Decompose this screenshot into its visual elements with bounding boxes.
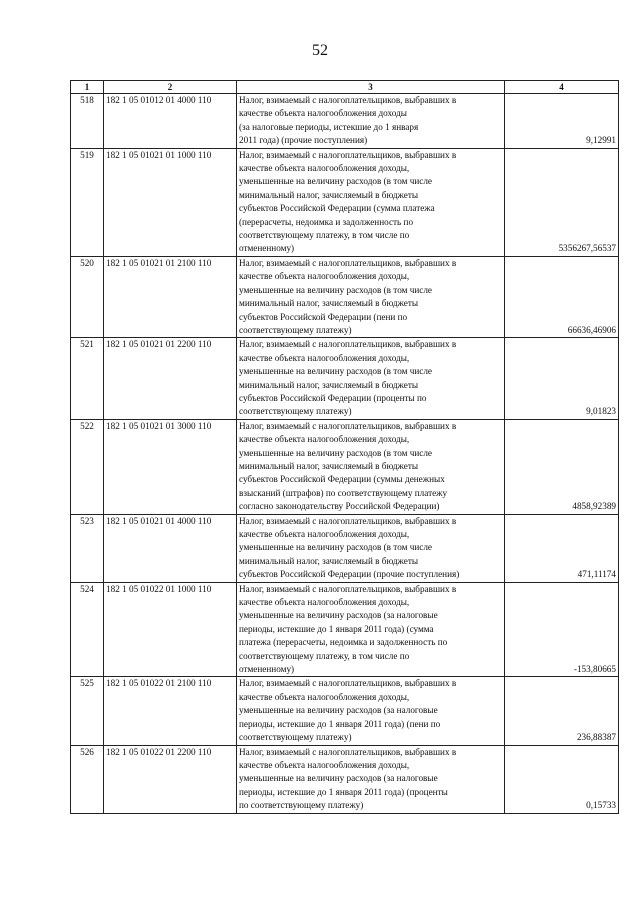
budget-code: 182 1 05 01022 01 1000 110 — [104, 582, 237, 677]
description-line: 2011 года) (прочие поступления) — [239, 135, 368, 146]
description-line: качестве объекта налогообложения доходы, — [239, 529, 410, 539]
description-line: субъектов Российской Федерации (проценты по — [239, 392, 427, 403]
description-line: уменьшенные на величину расходов (в том числе — [239, 284, 433, 295]
description-line: по соответствующему платежу) — [239, 800, 364, 811]
amount: 66636,46906 — [505, 256, 619, 337]
budget-code: 182 1 05 01022 01 2100 110 — [104, 677, 237, 745]
description-line: Налог, взимаемый с налогоплательщиков, выбравших в — [239, 95, 457, 105]
description-line: качестве объекта налогообложения доходы, — [239, 434, 410, 445]
table-row — [71, 94, 619, 149]
income-description — [237, 514, 505, 582]
amount: -153,80665 — [505, 582, 619, 677]
description-line: согласно законодательству Российской Федерации) — [239, 501, 440, 512]
description-line: уменьшенные на величину расходов (за налоговые — [239, 610, 438, 621]
row-number: 523 — [71, 514, 104, 582]
row-number: 519 — [71, 148, 104, 256]
description-line: уменьшенные на величину расходов (в том числе — [239, 176, 433, 187]
row-number: 522 — [71, 419, 104, 514]
column-header-3: 3 — [237, 81, 505, 94]
description-line: отмененному) — [239, 664, 295, 675]
description-line: взысканий (штрафов) по соответствующему платежу — [239, 487, 448, 498]
description-line: Налог, взимаемый с налогоплательщиков, выбравших в — [239, 339, 457, 350]
table-row — [71, 514, 619, 582]
budget-code: 182 1 05 01021 01 1000 110 — [104, 148, 237, 256]
amount: 471,11174 — [505, 514, 619, 582]
table-row — [71, 148, 619, 256]
income-description — [237, 745, 505, 813]
description-line: (за налоговые периоды, истекшие до 1 января — [239, 121, 419, 132]
row-number: 521 — [71, 338, 104, 419]
amount: 9,01823 — [505, 338, 619, 419]
description-line: соответствующему платежу) — [239, 732, 352, 743]
description-line: соответствующему платежу) — [239, 324, 352, 335]
description-line: Налог, взимаемый с налогоплательщиков, выбравших в — [239, 420, 457, 431]
income-description — [237, 419, 505, 514]
table-row — [71, 419, 619, 514]
description-line: минимальный налог, зачисляемый в бюджеты — [239, 460, 419, 471]
budget-code: 182 1 05 01021 01 2100 110 — [104, 256, 237, 337]
description-line: периоды, истекшие до 1 января 2011 года) (сумма — [239, 623, 434, 634]
description-line: платежа (перерасчеты, недоимка и задолженность по — [239, 637, 448, 648]
table-row — [71, 256, 619, 337]
amount: 5356267,56537 — [505, 148, 619, 256]
description-line: уменьшенные на величину расходов (за налоговые — [239, 705, 438, 716]
description-line: соответствующему платежу, в том числе по — [239, 230, 410, 241]
table-row — [71, 338, 619, 419]
table-header-row — [71, 81, 619, 94]
description-line: качестве объекта налогообложения доходы — [239, 108, 407, 119]
income-description — [237, 94, 505, 149]
description-line: уменьшенные на величину расходов (в том числе — [239, 542, 433, 553]
row-number: 520 — [71, 256, 104, 337]
description-line: качестве объекта налогообложения доходы, — [239, 163, 410, 174]
page-number: 52 — [312, 42, 328, 59]
column-header-1: 1 — [71, 81, 104, 94]
description-line: субъектов Российской Федерации (сумма платежа — [239, 203, 435, 214]
description-line: Налог, взимаемый с налогоплательщиков, выбравших в — [239, 257, 457, 268]
description-line: Налог, взимаемый с налогоплательщиков, выбравших в — [239, 746, 457, 757]
budget-code: 182 1 05 01012 01 4000 110 — [104, 94, 237, 149]
budget-code: 182 1 05 01021 01 2200 110 — [104, 338, 237, 419]
description-line: Налог, взимаемый с налогоплательщиков, выбравших в — [239, 149, 457, 160]
row-number: 525 — [71, 677, 104, 745]
row-number: 526 — [71, 745, 104, 813]
row-number: 524 — [71, 582, 104, 677]
description-line: качестве объекта налогообложения доходы, — [239, 352, 410, 363]
description-line: соответствующему платежу, в том числе по — [239, 650, 410, 661]
description-line: субъектов Российской Федерации (суммы денежных — [239, 474, 445, 485]
budget-code: 182 1 05 01021 01 4000 110 — [104, 514, 237, 582]
amount: 4858,92389 — [505, 419, 619, 514]
table-row — [71, 677, 619, 745]
description-line: качестве объекта налогообложения доходы, — [239, 759, 410, 770]
income-description — [237, 256, 505, 337]
description-line: качестве объекта налогообложения доходы, — [239, 271, 410, 282]
description-line: отмененному) — [239, 243, 295, 254]
description-line: минимальный налог, зачисляемый в бюджеты — [239, 379, 419, 390]
income-description — [237, 582, 505, 677]
description-line: периоды, истекшие до 1 января 2011 года) (проценты — [239, 786, 448, 797]
description-line: Налог, взимаемый с налогоплательщиков, выбравших в — [239, 583, 457, 594]
table-row — [71, 582, 619, 677]
table-row — [71, 745, 619, 813]
description-line: Налог, взимаемый с налогоплательщиков, выбравших в — [239, 678, 457, 689]
description-line: уменьшенные на величину расходов (в том числе — [239, 366, 433, 377]
budget-code: 182 1 05 01022 01 2200 110 — [104, 745, 237, 813]
income-description — [237, 148, 505, 256]
budget-classification-table — [70, 80, 619, 814]
description-line: качестве объекта налогообложения доходы, — [239, 597, 410, 608]
description-line: минимальный налог, зачисляемый в бюджеты — [239, 555, 419, 566]
budget-code: 182 1 05 01021 01 3000 110 — [104, 419, 237, 514]
description-line: соответствующему платежу) — [239, 406, 352, 417]
description-line: минимальный налог, зачисляемый в бюджеты — [239, 189, 419, 200]
amount: 9,12991 — [505, 94, 619, 149]
column-header-2: 2 — [104, 81, 237, 94]
description-line: (перерасчеты, недоимка и задолженность по — [239, 216, 414, 227]
description-line: качестве объекта налогообложения доходы, — [239, 691, 410, 702]
description-line: субъектов Российской Федерации (прочие поступления) — [239, 569, 460, 580]
description-line: уменьшенные на величину расходов (за налоговые — [239, 773, 438, 784]
description-line: уменьшенные на величину расходов (в том числе — [239, 447, 433, 458]
row-number: 518 — [71, 94, 104, 149]
description-line: минимальный налог, зачисляемый в бюджеты — [239, 298, 419, 309]
amount: 0,15733 — [505, 745, 619, 813]
column-header-4: 4 — [505, 81, 619, 94]
income-description — [237, 677, 505, 745]
description-line: периоды, истекшие до 1 января 2011 года) (пени по — [239, 718, 441, 729]
description-line: Налог, взимаемый с налогоплательщиков, выбравших в — [239, 515, 457, 526]
income-description — [237, 338, 505, 419]
amount: 236,88387 — [505, 677, 619, 745]
description-line: субъектов Российской Федерации (пени по — [239, 311, 408, 322]
